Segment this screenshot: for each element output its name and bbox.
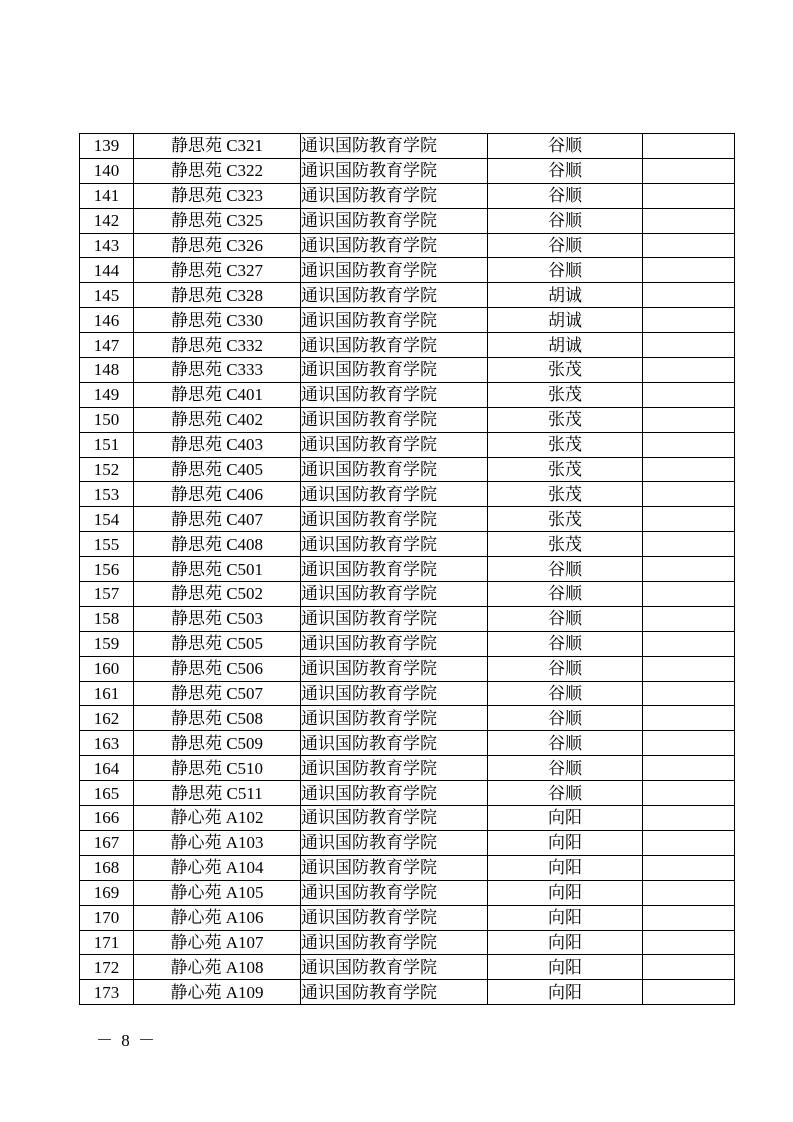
cell-number: 165 [80,781,134,806]
table-row [80,482,735,507]
cell-college: 通识国防教育学院 [301,382,488,407]
cell-name: 向阳 [488,830,643,855]
cell-college: 通识国防教育学院 [301,158,488,183]
cell-college: 通识国防教育学院 [301,706,488,731]
cell-number: 160 [80,656,134,681]
cell-name: 张茂 [488,407,643,432]
table-row [80,432,735,457]
cell-note [643,955,735,980]
cell-room: 静思苑 C322 [134,158,301,183]
table-body [80,134,735,1005]
cell-college: 通识国防教育学院 [301,532,488,557]
cell-note [643,880,735,905]
table-row [80,681,735,706]
table-row [80,158,735,183]
cell-room: 静思苑 C403 [134,432,301,457]
cell-college: 通识国防教育学院 [301,606,488,631]
table-row [80,930,735,955]
cell-name: 谷顺 [488,706,643,731]
table-row [80,880,735,905]
cell-college: 通识国防教育学院 [301,656,488,681]
cell-college: 通识国防教育学院 [301,358,488,383]
cell-note [643,233,735,258]
cell-note [643,333,735,358]
cell-name: 谷顺 [488,134,643,159]
cell-number: 170 [80,905,134,930]
cell-name: 谷顺 [488,681,643,706]
cell-number: 147 [80,333,134,358]
table-row [80,731,735,756]
table-row [80,756,735,781]
cell-name: 向阳 [488,955,643,980]
table-row [80,955,735,980]
cell-name: 向阳 [488,905,643,930]
cell-name: 谷顺 [488,631,643,656]
table-row [80,134,735,159]
cell-note [643,631,735,656]
cell-note [643,457,735,482]
table-row [80,457,735,482]
cell-college: 通识国防教育学院 [301,781,488,806]
cell-room: 静思苑 C506 [134,656,301,681]
table-row [80,830,735,855]
cell-college: 通识国防教育学院 [301,806,488,831]
cell-name: 胡诚 [488,333,643,358]
table-row [80,532,735,557]
cell-college: 通识国防教育学院 [301,756,488,781]
cell-note [643,781,735,806]
cell-number: 162 [80,706,134,731]
cell-note [643,407,735,432]
table-row [80,706,735,731]
cell-note [643,656,735,681]
cell-room: 静思苑 C407 [134,507,301,532]
cell-name: 谷顺 [488,258,643,283]
cell-number: 156 [80,557,134,582]
cell-college: 通识国防教育学院 [301,681,488,706]
cell-room: 静心苑 A108 [134,955,301,980]
cell-room: 静心苑 A107 [134,930,301,955]
cell-name: 张茂 [488,507,643,532]
cell-room: 静思苑 C408 [134,532,301,557]
cell-college: 通识国防教育学院 [301,308,488,333]
cell-room: 静思苑 C321 [134,134,301,159]
cell-number: 143 [80,233,134,258]
cell-room: 静思苑 C508 [134,706,301,731]
cell-name: 谷顺 [488,582,643,607]
table-row [80,656,735,681]
cell-college: 通识国防教育学院 [301,955,488,980]
cell-college: 通识国防教育学院 [301,283,488,308]
cell-number: 141 [80,183,134,208]
cell-number: 171 [80,930,134,955]
cell-number: 155 [80,532,134,557]
cell-number: 153 [80,482,134,507]
cell-name: 张茂 [488,382,643,407]
cell-room: 静思苑 C401 [134,382,301,407]
cell-name: 谷顺 [488,756,643,781]
cell-name: 谷顺 [488,183,643,208]
cell-name: 谷顺 [488,606,643,631]
cell-number: 164 [80,756,134,781]
page-number: － 8 － [96,1031,157,1050]
cell-room: 静心苑 A106 [134,905,301,930]
cell-note [643,855,735,880]
cell-college: 通识国防教育学院 [301,855,488,880]
cell-name: 谷顺 [488,656,643,681]
cell-room: 静思苑 C328 [134,283,301,308]
cell-room: 静思苑 C332 [134,333,301,358]
cell-college: 通识国防教育学院 [301,905,488,930]
cell-college: 通识国防教育学院 [301,830,488,855]
cell-name: 谷顺 [488,731,643,756]
cell-name: 谷顺 [488,557,643,582]
table-row [80,905,735,930]
table-row [80,781,735,806]
cell-number: 145 [80,283,134,308]
cell-number: 148 [80,358,134,383]
cell-name: 张茂 [488,482,643,507]
cell-college: 通识国防教育学院 [301,407,488,432]
cell-number: 168 [80,855,134,880]
cell-note [643,557,735,582]
cell-number: 142 [80,208,134,233]
cell-number: 144 [80,258,134,283]
cell-college: 通识国防教育学院 [301,233,488,258]
cell-note [643,158,735,183]
cell-name: 胡诚 [488,308,643,333]
cell-number: 139 [80,134,134,159]
table-row [80,183,735,208]
cell-room: 静思苑 C507 [134,681,301,706]
cell-note [643,358,735,383]
cell-note [643,980,735,1005]
cell-note [643,606,735,631]
cell-name: 谷顺 [488,233,643,258]
cell-room: 静思苑 C510 [134,756,301,781]
table-row [80,308,735,333]
cell-name: 谷顺 [488,208,643,233]
cell-college: 通识国防教育学院 [301,258,488,283]
table-row [80,333,735,358]
cell-name: 向阳 [488,930,643,955]
cell-college: 通识国防教育学院 [301,930,488,955]
cell-name: 张茂 [488,457,643,482]
cell-room: 静心苑 A102 [134,806,301,831]
cell-note [643,308,735,333]
cell-note [643,507,735,532]
table-row [80,233,735,258]
cell-room: 静思苑 C330 [134,308,301,333]
cell-note [643,681,735,706]
cell-note [643,706,735,731]
cell-number: 173 [80,980,134,1005]
cell-room: 静思苑 C509 [134,731,301,756]
cell-note [643,806,735,831]
cell-college: 通识国防教育学院 [301,557,488,582]
cell-room: 静思苑 C327 [134,258,301,283]
cell-college: 通识国防教育学院 [301,183,488,208]
cell-room: 静思苑 C501 [134,557,301,582]
cell-number: 161 [80,681,134,706]
cell-note [643,134,735,159]
cell-name: 张茂 [488,432,643,457]
cell-college: 通识国防教育学院 [301,482,488,507]
table-row [80,557,735,582]
cell-number: 169 [80,880,134,905]
dorm-assignment-table [79,133,735,1005]
cell-name: 向阳 [488,855,643,880]
table-row [80,606,735,631]
cell-note [643,905,735,930]
cell-room: 静心苑 A104 [134,855,301,880]
cell-number: 172 [80,955,134,980]
cell-note [643,756,735,781]
cell-room: 静思苑 C406 [134,482,301,507]
table-row [80,631,735,656]
cell-room: 静思苑 C503 [134,606,301,631]
cell-note [643,830,735,855]
cell-note [643,582,735,607]
cell-room: 静思苑 C402 [134,407,301,432]
cell-room: 静思苑 C505 [134,631,301,656]
cell-college: 通识国防教育学院 [301,631,488,656]
cell-note [643,283,735,308]
cell-college: 通识国防教育学院 [301,880,488,905]
cell-room: 静心苑 A109 [134,980,301,1005]
cell-room: 静思苑 C326 [134,233,301,258]
cell-room: 静心苑 A105 [134,880,301,905]
cell-note [643,382,735,407]
cell-note [643,208,735,233]
cell-number: 146 [80,308,134,333]
cell-name: 张茂 [488,532,643,557]
cell-college: 通识国防教育学院 [301,980,488,1005]
cell-number: 149 [80,382,134,407]
cell-name: 向阳 [488,806,643,831]
cell-room: 静思苑 C325 [134,208,301,233]
cell-room: 静思苑 C502 [134,582,301,607]
cell-name: 谷顺 [488,158,643,183]
cell-name: 谷顺 [488,781,643,806]
cell-number: 157 [80,582,134,607]
cell-college: 通识国防教育学院 [301,432,488,457]
cell-note [643,183,735,208]
table-row [80,258,735,283]
cell-name: 向阳 [488,880,643,905]
cell-room: 静思苑 C333 [134,358,301,383]
cell-college: 通识国防教育学院 [301,333,488,358]
table-row [80,855,735,880]
table-row [80,407,735,432]
table-row [80,382,735,407]
cell-college: 通识国防教育学院 [301,731,488,756]
cell-note [643,731,735,756]
cell-college: 通识国防教育学院 [301,457,488,482]
cell-college: 通识国防教育学院 [301,208,488,233]
cell-room: 静思苑 C323 [134,183,301,208]
table-row [80,980,735,1005]
cell-number: 140 [80,158,134,183]
cell-note [643,930,735,955]
cell-note [643,482,735,507]
cell-number: 166 [80,806,134,831]
cell-note [643,258,735,283]
cell-number: 152 [80,457,134,482]
cell-name: 胡诚 [488,283,643,308]
cell-name: 张茂 [488,358,643,383]
cell-room: 静思苑 C511 [134,781,301,806]
table-row [80,358,735,383]
cell-college: 通识国防教育学院 [301,134,488,159]
cell-note [643,532,735,557]
cell-number: 154 [80,507,134,532]
cell-note [643,432,735,457]
cell-number: 163 [80,731,134,756]
cell-name: 向阳 [488,980,643,1005]
cell-room: 静心苑 A103 [134,830,301,855]
table-row [80,582,735,607]
table-row [80,208,735,233]
table-row [80,806,735,831]
cell-number: 158 [80,606,134,631]
cell-number: 167 [80,830,134,855]
cell-number: 150 [80,407,134,432]
table-row [80,283,735,308]
table-row [80,507,735,532]
cell-number: 151 [80,432,134,457]
cell-college: 通识国防教育学院 [301,507,488,532]
cell-college: 通识国防教育学院 [301,582,488,607]
cell-number: 159 [80,631,134,656]
cell-room: 静思苑 C405 [134,457,301,482]
